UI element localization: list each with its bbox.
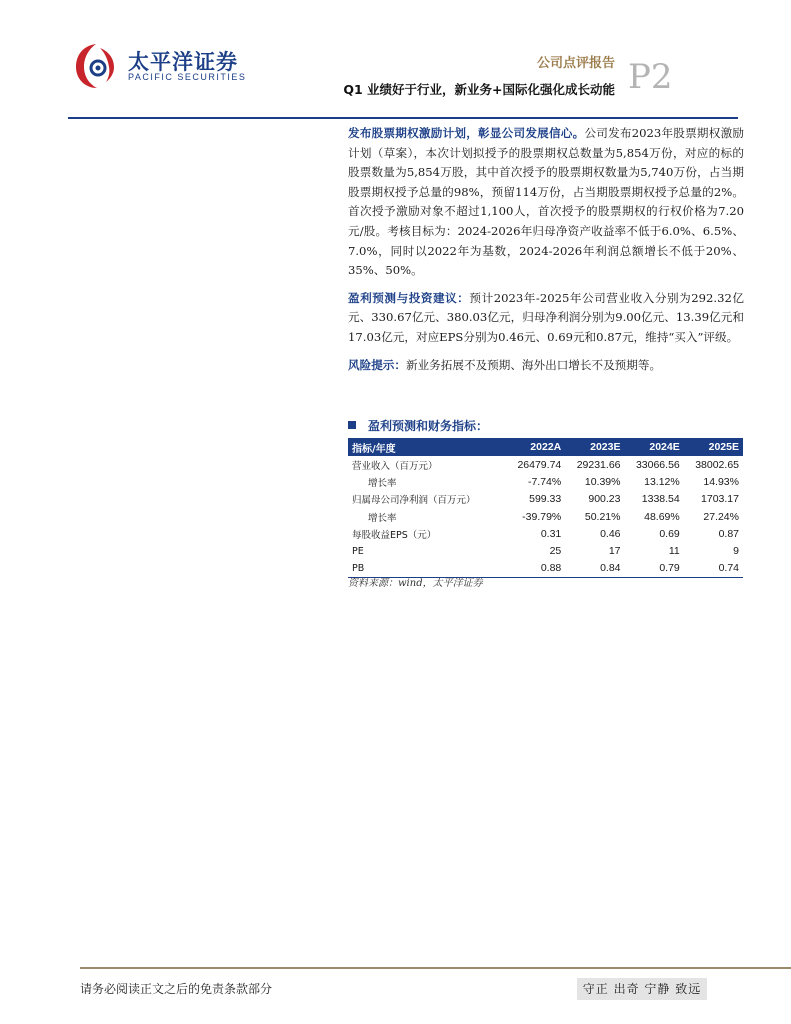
table-cell: -7.74% bbox=[527, 475, 562, 488]
table-cell: 10.39% bbox=[584, 475, 621, 488]
footer-divider bbox=[80, 967, 791, 969]
table-row bbox=[348, 525, 743, 542]
table-source-note: 资料来源：wind，太平洋证券 bbox=[348, 578, 483, 589]
paragraph-body: 新业务拓展不及预期、海外出口增长不及预期等。 bbox=[405, 357, 662, 372]
table-cell: 900.23 bbox=[588, 493, 621, 506]
column-header: 2024E bbox=[625, 438, 684, 456]
table-cell: 11 bbox=[668, 545, 680, 558]
report-type-label: 公司点评报告 bbox=[536, 56, 615, 71]
main-content bbox=[348, 124, 744, 383]
financial-table bbox=[348, 438, 743, 578]
square-bullet-icon bbox=[348, 421, 356, 429]
paragraph-lead: 风险提示： bbox=[348, 357, 406, 372]
table-cell: 9 bbox=[733, 545, 739, 558]
table-cell: 599.33 bbox=[529, 493, 562, 506]
table-cell: 17 bbox=[608, 545, 621, 558]
row-label: PE bbox=[352, 545, 364, 557]
company-logo bbox=[70, 40, 245, 92]
column-header: 2025E bbox=[684, 438, 743, 456]
header-divider bbox=[68, 117, 738, 119]
table-cell: 0.84 bbox=[565, 560, 624, 578]
paragraph-lead: 发布股票期权激励计划，彰显公司发展信心。 bbox=[348, 126, 585, 140]
row-label: 增长率 bbox=[368, 477, 397, 489]
table-cell: 14.93% bbox=[703, 475, 739, 488]
paragraph-risk bbox=[348, 356, 744, 376]
table-cell: 50.21% bbox=[584, 510, 621, 523]
page-number: P2 bbox=[628, 57, 673, 97]
table-cell: 27.24% bbox=[703, 510, 739, 523]
table-row bbox=[348, 473, 743, 490]
table-title-text: 盈利预测和财务指标： bbox=[368, 419, 489, 433]
table-cell: 0.74 bbox=[684, 560, 743, 578]
table-row bbox=[348, 456, 743, 473]
row-label: PB bbox=[348, 560, 506, 578]
logo-emblem-icon bbox=[70, 40, 122, 92]
table-cell: 29231.66 bbox=[576, 458, 621, 471]
table-cell: 1703.17 bbox=[701, 493, 739, 506]
row-label: 归属母公司净利润（百万元） bbox=[352, 495, 476, 507]
table-cell: 38002.65 bbox=[695, 458, 739, 471]
column-header: 指标/年度 bbox=[348, 438, 506, 456]
footer-disclaimer: 请务必阅读正文之后的免责条款部分 bbox=[80, 982, 273, 996]
column-header: 2023E bbox=[565, 438, 624, 456]
table-cell: 13.12% bbox=[644, 475, 680, 488]
table-cell: 33066.56 bbox=[635, 458, 680, 471]
table-cell: 0.69 bbox=[659, 527, 680, 540]
table-header-row bbox=[348, 438, 743, 456]
paragraph-equity-incentive bbox=[348, 124, 744, 281]
table-cell: 25 bbox=[549, 545, 562, 558]
report-headline: Q1 业绩好于行业，新业务+国际化强化成长动能 bbox=[343, 82, 615, 97]
table-cell: 0.79 bbox=[625, 560, 684, 578]
paragraph-body: 公司发布2023年股票期权激励计划（草案），本次计划拟授予的股票期权总数量为5,854万份，对应的标的股票数量为5,854万股，其中首次授予的股票期权数量为5,740万份，占当期股票期权授予总量的98%，预留114万份，占当期股票期权授予总量的2%。首次授予激励对象不超过1,100人，首次授予的股票期权的行权价格为7.20元/股。考核目标为：2024-2026年归母净资产收益率不低于6.0%、6.5%、7.0%，同时以2022年为基数，2024-2026年利润总额增长不低于20%、35%、50%。 bbox=[348, 126, 744, 278]
row-label: 营业收入（百万元） bbox=[352, 460, 438, 472]
table-row bbox=[348, 542, 743, 559]
table-cell: 1338.54 bbox=[641, 493, 680, 506]
table-cell: 48.69% bbox=[644, 510, 680, 523]
row-label: 增长率 bbox=[368, 512, 397, 524]
brand-name-cn: 太平洋证券 bbox=[128, 51, 238, 74]
column-header: 2022A bbox=[506, 438, 565, 456]
paragraph-forecast bbox=[348, 289, 744, 348]
brand-name-en: PACIFIC SECURITIES bbox=[128, 72, 247, 82]
paragraph-lead: 盈利预测与投资建议： bbox=[348, 290, 470, 305]
table-cell: 0.31 bbox=[540, 527, 562, 540]
table-cell: 0.88 bbox=[506, 560, 565, 578]
row-label: 每股收益EPS（元） bbox=[352, 529, 437, 541]
table-cell: 0.46 bbox=[600, 527, 621, 540]
table-cell: 0.87 bbox=[718, 527, 739, 540]
table-title bbox=[348, 417, 488, 434]
table-cell: 26479.74 bbox=[517, 458, 562, 471]
table-row bbox=[348, 508, 743, 525]
table-cell: -39.79% bbox=[522, 510, 562, 523]
footer-motto: 守正 出奇 宁静 致远 bbox=[577, 978, 707, 1000]
table-row bbox=[348, 491, 743, 508]
paragraph-body: 预计2023年-2025年公司营业收入分别为292.32亿元、330.67亿元、380.03亿元，归母净利润分别为9.00亿元、13.39亿元和17.03亿元，对应EPS分别为0.46元、0.69元和0.87元，维持“买入”评级。 bbox=[348, 290, 744, 344]
